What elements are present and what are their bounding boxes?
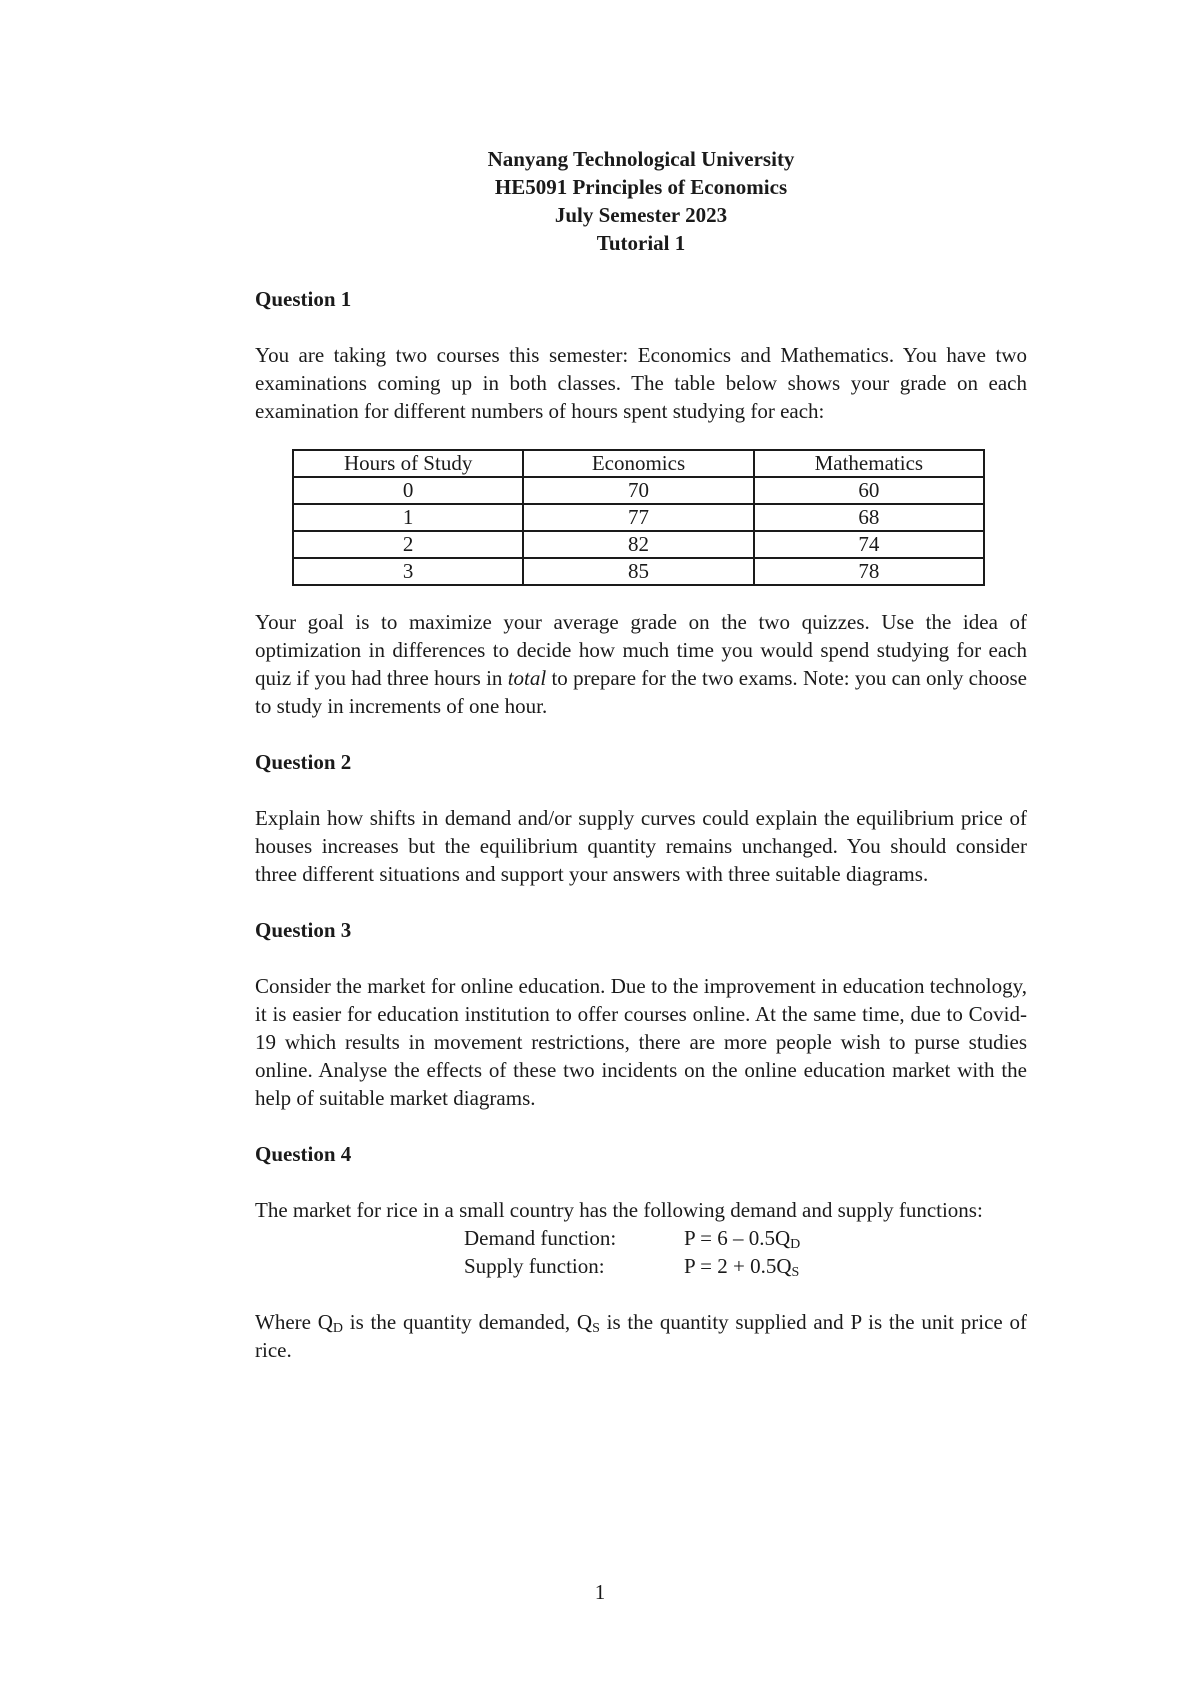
question-3-title: Question 3 [255, 918, 352, 942]
grades-table [292, 449, 985, 586]
question-3-body: Consider the market for online education. Due to the improvement in education technology, it is easier for education institution to offer courses online. At the same time, due to Covid-19 which results in movement restrictions, there are more people wish to purse studies online. Analyse the effects of these two incidents on the online education market with the help of suitable market diagrams. [255, 974, 1027, 1110]
question-1-body [255, 608, 1027, 720]
question-1-body-end: to prepare for the two exams. Note: you can only choose to study in increments of one hour. [255, 666, 1027, 718]
table-row [293, 477, 984, 504]
table-header-cell: Mathematics [754, 450, 984, 477]
question-2-title: Question 2 [255, 750, 352, 774]
demand-subscript: D [790, 1237, 801, 1252]
tutorial-title: Tutorial 1 [596, 231, 686, 255]
demand-function-equation [684, 1224, 984, 1252]
question-1-intro: You are taking two courses this semester: Economics and Mathematics. You have two examinations coming up in both classes. The table below shows your grade on each examination for different numbers of hours spent studying for each: [255, 343, 1027, 423]
question-4-intro: The market for rice in a small country has the following demand and supply functions: [255, 1198, 983, 1222]
table-header-cell: Hours of Study [293, 450, 523, 477]
table-row [293, 531, 984, 558]
demand-function-label: Demand function: [464, 1226, 617, 1250]
question-4-where [255, 1308, 1027, 1364]
where-text-3: is the quantity supplied and P is the unit price of rice. [255, 1310, 1027, 1362]
where-text-1: Where Q [255, 1310, 333, 1334]
supply-equation-text: P = 2 + 0.5Q [684, 1254, 792, 1278]
table-header-row [293, 450, 984, 477]
question-1-title: Question 1 [255, 287, 352, 311]
table-cell: 85 [523, 558, 753, 585]
table-header-cell: Economics [523, 450, 753, 477]
semester: July Semester 2023 [554, 203, 728, 227]
table-cell: 78 [754, 558, 984, 585]
demand-equation-text: P = 6 – 0.5Q [684, 1226, 791, 1250]
university-name: Nanyang Technological University [487, 147, 795, 171]
supply-function-equation [684, 1252, 984, 1280]
table-row [293, 504, 984, 531]
table-cell: 2 [293, 531, 523, 558]
where-subscript-s: S [592, 1321, 600, 1336]
table-cell: 68 [754, 504, 984, 531]
question-4-title: Question 4 [255, 1142, 352, 1166]
table-cell: 1 [293, 504, 523, 531]
question-1-body-start: Your goal is to maximize your average grade on the two quizzes. Use the idea of optimization in differences to decide how much time you would spend studying for each quiz if you had three hours in [255, 610, 1027, 690]
table-cell: 77 [523, 504, 753, 531]
table-row [293, 558, 984, 585]
table-cell: 74 [754, 531, 984, 558]
document-page [255, 145, 1027, 1364]
page-number: 1 [594, 1580, 606, 1604]
table-cell: 60 [754, 477, 984, 504]
table-cell: 82 [523, 531, 753, 558]
table-cell: 70 [523, 477, 753, 504]
question-2-body: Explain how shifts in demand and/or supply curves could explain the equilibrium price of houses increases but the equilibrium quantity remains unchanged. You should consider three different situations and support your answers with three suitable diagrams. [255, 806, 1027, 886]
where-subscript-d: D [332, 1321, 344, 1336]
where-text-2: is the quantity demanded, Q [343, 1310, 593, 1334]
question-1-emphasis: total [507, 666, 547, 690]
course-title: HE5091 Principles of Economics [494, 175, 788, 199]
supply-function-row [255, 1252, 1027, 1280]
supply-function-label: Supply function: [464, 1254, 605, 1278]
table-cell: 3 [293, 558, 523, 585]
supply-subscript: S [791, 1265, 800, 1280]
document-header [255, 145, 1027, 257]
demand-function-row [255, 1224, 1027, 1252]
table-cell: 0 [293, 477, 523, 504]
